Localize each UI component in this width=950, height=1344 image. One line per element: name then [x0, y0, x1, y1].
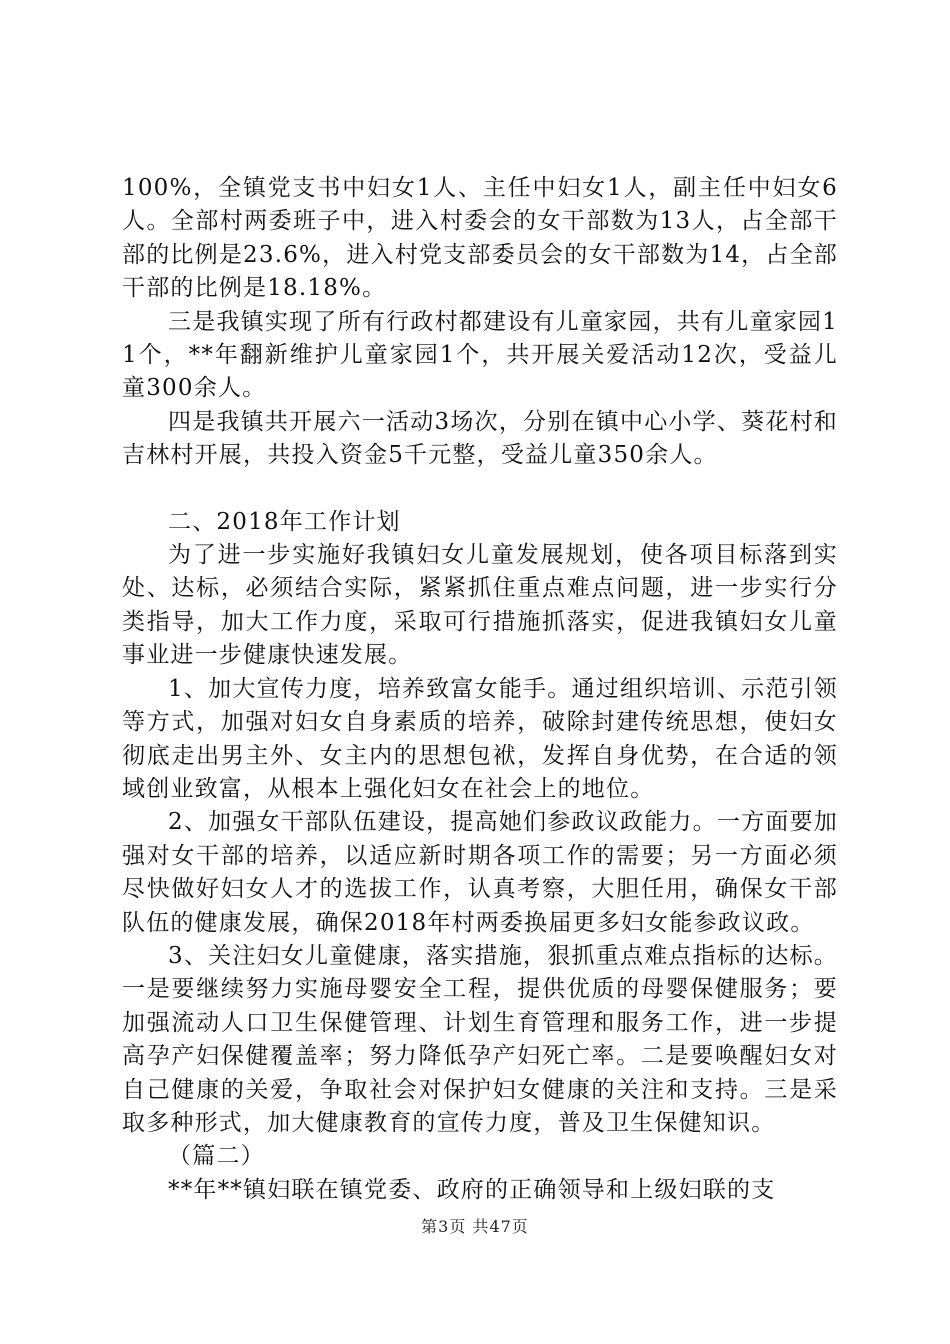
paragraph-3: 四是我镇共开展六一活动3场次，分别在镇中心小学、葵花村和吉林村开展，共投入资金5千元整，受益儿童350余人。 — [122, 408, 838, 469]
paragraph-1: 100%，全镇党支书中妇女1人、主任中妇女1人，副主任中妇女6人。全部村两委班子中，进入村委会的女干部数为13人，占全部干部的比例是23.6%，进入村党支部委员会的女干部数为14，占全部干部的比例是18.18%。 — [122, 175, 838, 302]
paragraph-10: **年**镇妇联在镇党委、政府的正确领导和上级妇联的支 — [168, 1176, 776, 1203]
paragraph-2: 三是我镇实现了所有行政村都建设有儿童家园，共有儿童家园11个，**年翻新维护儿童家园1个，共开展关爱活动12次，受益儿童300余人。 — [122, 308, 838, 402]
section-heading-work-plan: 二、2018年工作计划 — [168, 508, 401, 535]
section-label-part-two: （篇二） — [168, 1143, 265, 1170]
paragraph-gap — [122, 473, 838, 506]
paragraph-6: 1、加大宣传力度，培养致富女能手。通过组织培训、示范引领等方式，加强对妇女自身素质的培养，破除封建传统思想，使妇女彻底走出男主外、女主内的思想包袱，发挥自身优势，在合适的领域创业致富，从根本上强化妇女在社会上的地位。 — [122, 675, 838, 802]
document-body — [122, 172, 838, 1207]
page-number-footer: 第3页 共47页 — [421, 1217, 529, 1236]
paragraph-5: 为了进一步实施好我镇妇女儿童发展规划，使各项目标落到实处、达标，必须结合实际，紧紧抓住重点难点问题，进一步实行分类指导，加大工作力度，采取可行措施抓落实，促进我镇妇女儿童事业进一步健康快速发展。 — [122, 542, 838, 669]
paragraph-8: 3、关注妇女儿童健康，落实措施，狠抓重点难点指标的达标。一是要继续努力实施母婴安全工程，提供优质的母婴保健服务；要加强流动人口卫生保健管理、计划生育管理和服务工作，进一步提高孕产妇保健覆盖率；努力降低孕产妇死亡率。二是要唤醒妇女对自己健康的关爱，争取社会对保护妇女健康的关注和支持。三是采取多种形式，加大健康教育的宣传力度，普及卫生保健知识。 — [122, 942, 838, 1136]
paragraph-7: 2、加强女干部队伍建设，提高她们参政议政能力。一方面要加强对女干部的培养，以适应新时期各项工作的需要；另一方面必须尽快做好妇女人才的选拔工作，认真考察，大胆任用，确保女干部队伍的健康发展，确保2018年村两委换届更多妇女能参政议政。 — [122, 809, 838, 936]
